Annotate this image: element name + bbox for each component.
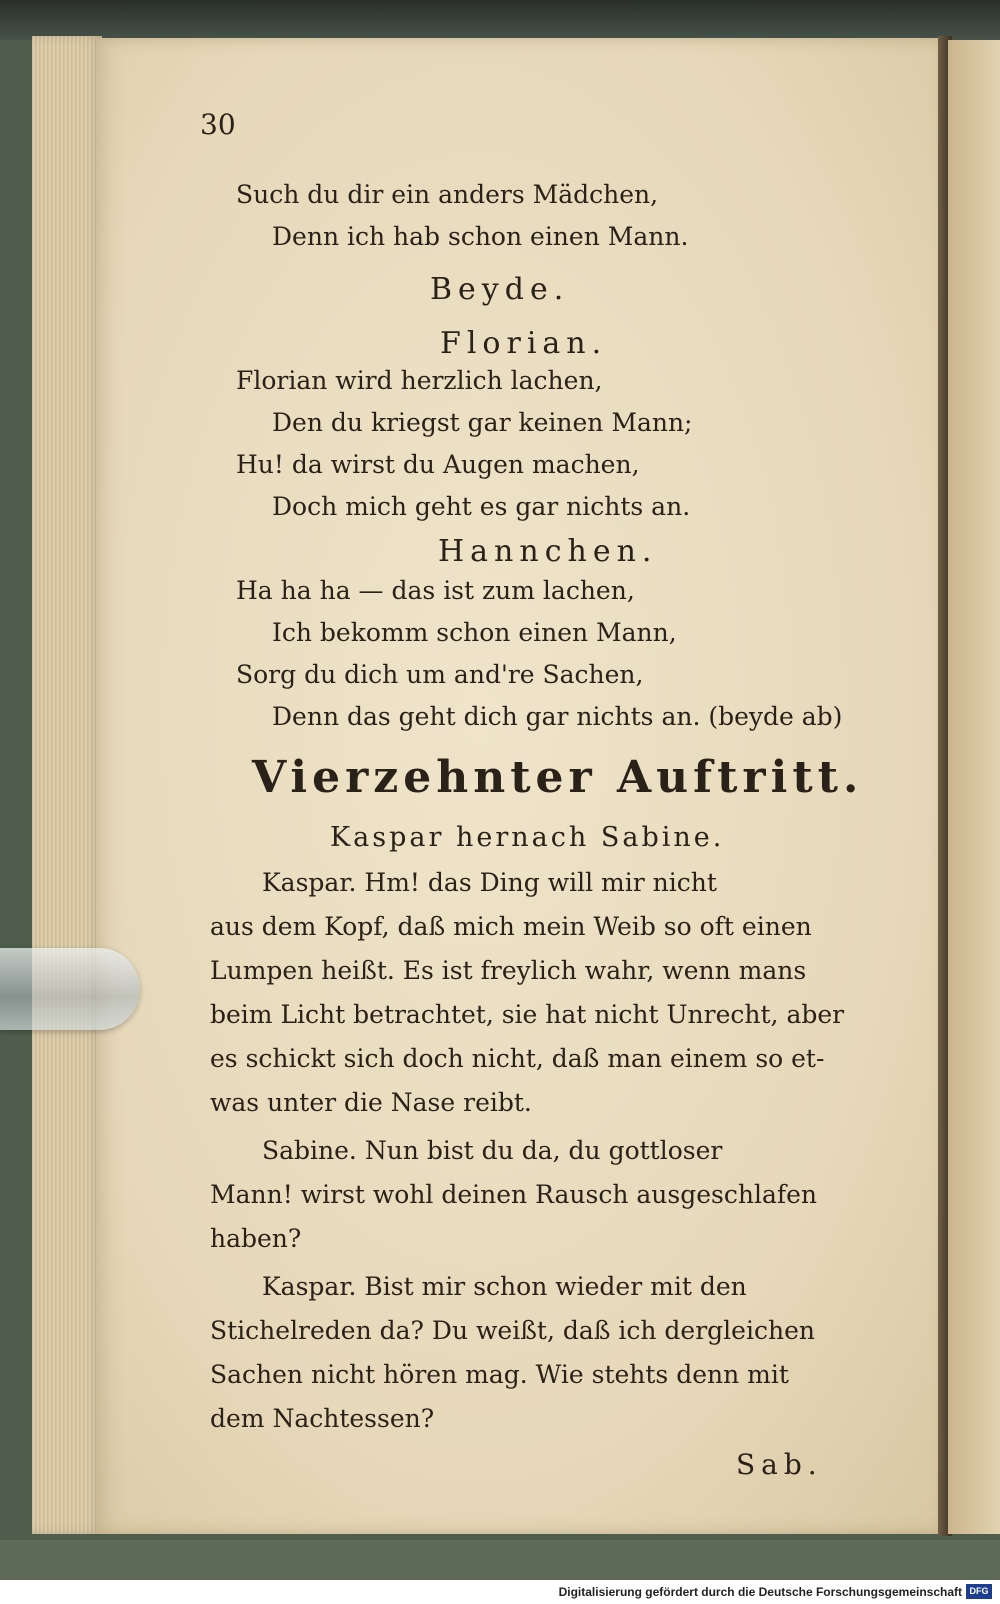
- funding-note: Digitalisierung gefördert durch die Deutsche Forschungsgemeinschaft: [558, 1585, 962, 1599]
- prose-line: Sabine. Nun bist du da, du gottloser: [262, 1136, 723, 1165]
- page-edges: [32, 36, 102, 1534]
- prose-line: beim Licht betrachtet, sie hat nicht Unrecht, aber: [210, 1000, 845, 1029]
- glass-page-weight: [0, 948, 140, 1030]
- speaker-name: Florian.: [440, 326, 608, 361]
- facing-page-edge: [948, 40, 1000, 1534]
- prose-line: haben?: [210, 1224, 302, 1253]
- scan-backdrop-bottom: [0, 1540, 1000, 1580]
- speaker-name: Beyde.: [430, 272, 570, 307]
- verse-line: Hu! da wirst du Augen machen,: [236, 450, 640, 479]
- funding-footer: [0, 1580, 1000, 1604]
- scene-persons: Kaspar hernach Sabine.: [330, 822, 725, 853]
- prose-line: Stichelreden da? Du weißt, daß ich dergleichen: [210, 1316, 815, 1345]
- scan-backdrop-top: [0, 0, 1000, 40]
- page-number: 30: [200, 108, 236, 141]
- dfg-badge: DFG: [966, 1584, 992, 1599]
- prose-line: es schickt sich doch nicht, daß man einem so et-: [210, 1044, 825, 1073]
- verse-line: Such du dir ein anders Mädchen,: [236, 180, 659, 209]
- verse-line: Den du kriegst gar keinen Mann;: [272, 408, 693, 437]
- verse-line: Florian wird herzlich lachen,: [236, 366, 603, 395]
- prose-line: Mann! wirst wohl deinen Rausch ausgeschlafen: [210, 1180, 817, 1209]
- prose-line: Sachen nicht hören mag. Wie stehts denn mit: [210, 1360, 789, 1389]
- catchword: Sab.: [736, 1448, 823, 1481]
- prose-line: Kaspar. Hm! das Ding will mir nicht: [262, 868, 717, 897]
- prose-line: aus dem Kopf, daß mich mein Weib so oft einen: [210, 912, 812, 941]
- verse-line: Doch mich geht es gar nichts an.: [272, 492, 691, 521]
- prose-line: dem Nachtessen?: [210, 1404, 435, 1433]
- verse-line: Ich bekomm schon einen Mann,: [272, 618, 677, 647]
- scene-heading: Vierzehnter Auftritt.: [252, 752, 864, 803]
- verse-line: Denn das geht dich gar nichts an. (beyde ab): [272, 702, 843, 731]
- verse-line: Ha ha ha — das ist zum lachen,: [236, 576, 635, 605]
- verse-line: Denn ich hab schon einen Mann.: [272, 222, 689, 251]
- prose-line: Kaspar. Bist mir schon wieder mit den: [262, 1272, 747, 1301]
- speaker-name: Hannchen.: [438, 534, 658, 569]
- prose-line: Lumpen heißt. Es ist freylich wahr, wenn mans: [210, 956, 807, 985]
- verse-line: Sorg du dich um and're Sachen,: [236, 660, 644, 689]
- prose-line: was unter die Nase reibt.: [210, 1088, 532, 1117]
